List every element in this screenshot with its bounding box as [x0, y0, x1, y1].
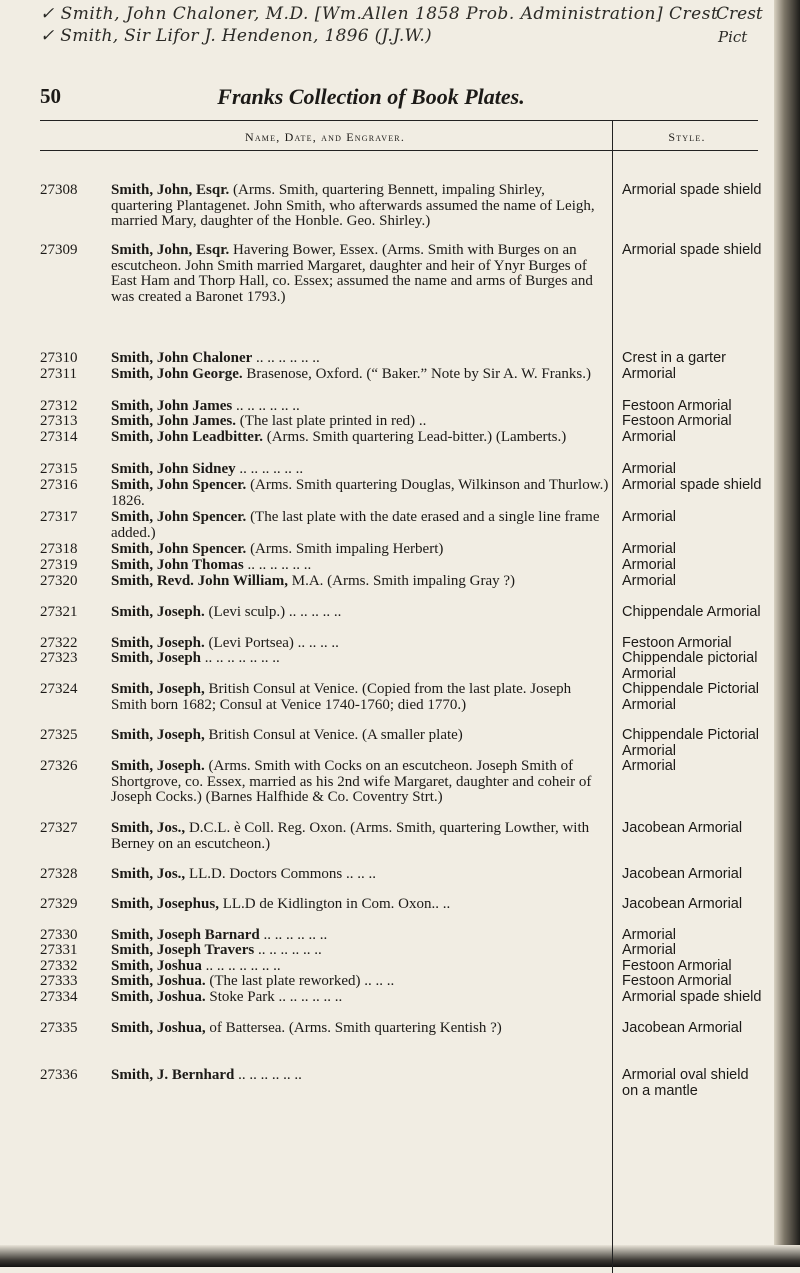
entry-name: Smith, John Leadbitter.	[111, 429, 263, 445]
column-header-name: Name, Date, and Engraver.	[244, 130, 406, 144]
entry-style: Jacobean Armorial	[622, 820, 743, 836]
entry-name: Smith, Joseph,	[111, 681, 205, 697]
entry-details: (Levi sculp.) .. .. .. .. ..	[204, 604, 342, 620]
entry-number: 27330	[40, 927, 78, 943]
entry-details: .. .. .. .. .. .. ..	[201, 958, 281, 974]
entry-details: (Levi Portsea) .. .. .. ..	[204, 635, 339, 651]
entry-number: 27321	[40, 604, 78, 620]
column-header-style: Style.	[668, 130, 706, 144]
entry-description	[111, 243, 609, 305]
entry-number: 27314	[40, 429, 78, 445]
entry-details: Stoke Park .. .. .. .. .. ..	[205, 989, 343, 1005]
entry-details: .. .. .. .. .. ..	[252, 350, 320, 366]
entry-number: 27327	[40, 820, 78, 836]
entry-details: British Consul at Venice. (Copied from the last plate. Joseph Smith born 1682; Consul at Venice 1740-1760; died 1770.)	[111, 681, 572, 713]
entry-description	[111, 414, 609, 430]
entry-name: Smith, John Spencer.	[111, 541, 247, 557]
entry-number: 27320	[40, 573, 78, 589]
entry-number: 27331	[40, 942, 78, 958]
entry-number: 27309	[40, 242, 78, 258]
entry-details: (Arms. Smith, quartering Bennett, impaling Shirley, quartering Plantagenet. John Smith, who afterwards assumed the name of Leigh, married Mary, daughter of the Honble. Geo. Shirley.)	[111, 182, 595, 229]
entry-description	[111, 943, 609, 959]
entry-style: Festoon Armorial	[622, 413, 732, 429]
entry-name: Smith, Josephus,	[111, 896, 219, 912]
entry-name: Smith, John, Esqr.	[111, 182, 230, 198]
entry-style: Armorial	[622, 461, 676, 477]
entry-name: Smith, Joshua.	[111, 989, 206, 1005]
entry-description	[111, 728, 609, 744]
entry-style: Armorial oval shield on a mantle	[622, 1067, 749, 1099]
entry-details: D.C.L. è Coll. Reg. Oxon. (Arms. Smith, quartering Lowther, with Berney on an escutcheon.)	[111, 820, 590, 852]
entry-name: Smith, Jos.,	[111, 866, 186, 882]
entry-style: Chippendale Armorial	[622, 604, 761, 620]
entry-number: 27317	[40, 509, 78, 525]
entry-name: Smith, Joseph Barnard	[111, 927, 260, 943]
entry-details: (The last plate printed in red) ..	[236, 413, 427, 429]
entry-description	[111, 183, 609, 230]
entry-style: Chippendale Pictorial Armorial	[622, 681, 760, 713]
entry-details: of Battersea. (Arms. Smith quartering Kentish ?)	[205, 1020, 502, 1036]
handwritten-annotation-1: ✓ Smith, John Chaloner, M.D. [Wm.Allen 1858 Prob. Administration] Crest	[40, 4, 719, 24]
entry-name: Smith, John, Esqr.	[111, 242, 230, 258]
handwritten-annotation-1-right: Crest	[716, 4, 763, 24]
entry-number: 27322	[40, 635, 78, 651]
entry-name: Smith, Jos.,	[111, 820, 186, 836]
entry-description	[111, 351, 609, 367]
entry-description	[111, 510, 609, 541]
entry-number: 27319	[40, 557, 78, 573]
entry-style: Armorial	[622, 758, 676, 774]
entry-name: Smith, Joseph.	[111, 758, 205, 774]
entry-number: 27326	[40, 758, 78, 774]
entry-details: (Arms. Smith quartering Lead-bitter.) (Lamberts.)	[262, 429, 567, 445]
entry-details: (The last plate with the date erased and a single line frame added.)	[111, 509, 600, 541]
entry-details: .. .. .. .. .. ..	[259, 927, 328, 943]
entry-name: Smith, John James.	[111, 413, 237, 429]
entry-description	[111, 462, 609, 478]
entry-name: Smith, Joseph.	[111, 604, 205, 620]
entry-description	[111, 651, 609, 667]
entry-style: Armorial	[622, 366, 676, 382]
entry-number: 27311	[40, 366, 77, 382]
entry-name: Smith, Joseph.	[111, 635, 205, 651]
entry-style: Armorial	[622, 573, 676, 589]
entry-name: Smith, John Thomas	[111, 557, 244, 573]
entry-style: Armorial spade shield	[622, 182, 762, 198]
entry-description	[111, 759, 609, 806]
entry-description	[111, 574, 609, 590]
entry-style: Armorial	[622, 942, 676, 958]
entry-description	[111, 682, 609, 713]
entry-name: Smith, Joshua.	[111, 973, 206, 989]
entry-number: 27332	[40, 958, 78, 974]
entry-details: (Arms. Smith quartering Douglas, Wilkinson and Thurlow.) 1826.	[111, 477, 609, 509]
entry-style: Festoon Armorial	[622, 958, 732, 974]
entry-style: Crest in a garter	[622, 350, 726, 366]
entry-number: 27335	[40, 1020, 78, 1036]
entry-description	[111, 478, 609, 509]
entry-style: Armorial	[622, 429, 676, 445]
entry-style: Jacobean Armorial	[622, 896, 743, 912]
entry-name: Smith, Joseph Travers	[111, 942, 255, 958]
entry-style: Armorial spade shield	[622, 477, 762, 493]
entry-number: 27325	[40, 727, 78, 743]
entry-details: .. .. .. .. .. ..	[235, 461, 304, 477]
entry-number: 27328	[40, 866, 78, 882]
entry-style: Armorial	[622, 557, 676, 573]
entry-details: M.A. (Arms. Smith impaling Gray ?)	[287, 573, 516, 589]
entry-details: (The last plate reworked) .. .. ..	[205, 973, 395, 989]
entry-name: Smith, John Sidney	[111, 461, 236, 477]
entry-number: 27323	[40, 650, 78, 666]
entry-number: 27308	[40, 182, 78, 198]
entry-description	[111, 990, 609, 1006]
entry-description	[111, 605, 609, 621]
entry-details: .. .. .. .. .. ..	[243, 557, 312, 573]
entry-style: Jacobean Armorial	[622, 866, 743, 882]
entry-description	[111, 430, 609, 446]
entry-description	[111, 821, 609, 852]
entry-number: 27315	[40, 461, 78, 477]
entry-description	[111, 558, 609, 574]
entry-style: Armorial	[622, 927, 676, 943]
entry-details: LL.D. Doctors Commons .. .. ..	[185, 866, 377, 882]
entry-description	[111, 974, 609, 990]
entry-name: Smith, John James	[111, 398, 233, 414]
entry-number: 27312	[40, 398, 78, 414]
entry-name: Smith, Revd. John William,	[111, 573, 288, 589]
entry-details: .. .. .. .. .. .. ..	[201, 650, 280, 666]
entry-style: Armorial spade shield	[622, 242, 762, 258]
entry-description	[111, 867, 609, 883]
entry-name: Smith, Joshua,	[111, 1020, 206, 1036]
entry-number: 27329	[40, 896, 78, 912]
entry-number: 27324	[40, 681, 78, 697]
entry-style: Chippendale Pictorial Armorial	[622, 727, 760, 759]
entry-name: Smith, Joshua	[111, 958, 202, 974]
entry-description	[111, 1068, 609, 1084]
entry-style: Festoon Armorial	[622, 973, 732, 989]
entry-details: .. .. .. .. .. ..	[234, 1067, 302, 1083]
entry-style: Festoon Armorial	[622, 635, 732, 651]
entry-description	[111, 897, 609, 913]
entry-name: Smith, Joseph	[111, 650, 202, 666]
entry-style: Festoon Armorial	[622, 398, 732, 414]
entry-description	[111, 1021, 609, 1037]
entry-name: Smith, John Spencer.	[111, 477, 247, 493]
entry-name: Smith, J. Bernhard	[111, 1067, 235, 1083]
entry-style: Armorial	[622, 509, 676, 525]
handwritten-annotation-2-right: Pict	[718, 28, 748, 46]
entry-name: Smith, John Chaloner	[111, 350, 253, 366]
entry-details: (Arms. Smith impaling Herbert)	[246, 541, 444, 557]
entry-details: British Consul at Venice. (A smaller plate)	[204, 727, 463, 743]
entry-number: 27336	[40, 1067, 78, 1083]
entry-details: .. .. .. .. .. ..	[254, 942, 322, 958]
entry-description	[111, 367, 609, 383]
entry-number: 27318	[40, 541, 78, 557]
page-number: 50	[40, 84, 61, 108]
entry-name: Smith, John Spencer.	[111, 509, 247, 525]
entry-number: 27313	[40, 413, 78, 429]
entry-number: 27334	[40, 989, 78, 1005]
running-title: Franks Collection of Book Plates.	[217, 84, 525, 109]
handwritten-annotation-2: ✓ Smith, Sir Lifor J. Hendenon, 1896 (J.J.W.)	[40, 26, 432, 46]
entry-number: 27316	[40, 477, 78, 493]
entry-details: .. .. .. .. .. ..	[232, 398, 300, 414]
entry-number: 27310	[40, 350, 78, 366]
entry-style: Chippendale pictorial Armorial	[622, 650, 758, 682]
entry-details: (Arms. Smith with Cocks on an escutcheon. Joseph Smith of Shortgrove, co. Essex, married as his 2nd wife Margaret, daughter and coheir of Joseph Cocks.) (Barnes Halfhide & Co. Coventry Strt.)	[111, 758, 592, 805]
entry-number: 27333	[40, 973, 78, 989]
entry-style: Armorial	[622, 541, 676, 557]
entry-name: Smith, Joseph,	[111, 727, 205, 743]
entry-name: Smith, John George.	[111, 366, 243, 382]
entry-details: LL.D de Kidlington in Com. Oxon.. ..	[218, 896, 451, 912]
entry-description	[111, 542, 609, 558]
entry-style: Armorial spade shield	[622, 989, 762, 1005]
entry-details: Havering Bower, Essex. (Arms. Smith with Burges on an escutcheon. John Smith married Margaret, daughter and heir of Ynyr Burges of East Ham and Thorp Hall, co. Essex; assumed the name and arms of Burges and was created a Baronet 1793.)	[111, 242, 593, 305]
entry-style: Jacobean Armorial	[622, 1020, 743, 1036]
entry-details: Brasenose, Oxford. (“ Baker.” Note by Sir A. W. Franks.)	[242, 366, 591, 382]
